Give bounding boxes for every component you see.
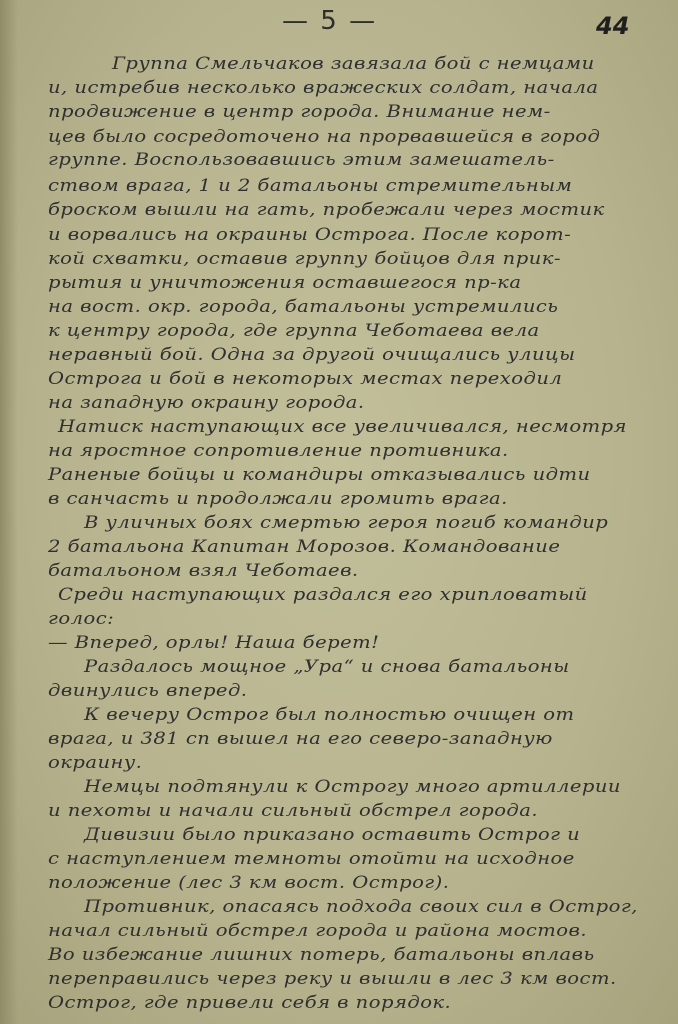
archive-sheet-number: 44	[596, 12, 630, 40]
page-number: — 5 —	[282, 6, 378, 36]
handwritten-line: Натиск наступающих все увеличивался, несмотря	[58, 417, 627, 437]
handwritten-line: Группа Смельчаков завязала бой с немцами	[112, 54, 595, 74]
handwritten-line: группе. Воспользовавшись этим замешатель-	[48, 150, 555, 170]
handwritten-line: рытия и уничтожения оставшегося пр-ка	[48, 273, 522, 293]
handwritten-line: В уличных боях смертью героя погиб командир	[84, 513, 609, 533]
handwritten-line: Дивизии было приказано оставить Острог и	[84, 825, 581, 845]
handwritten-line: кой схватки, оставив группу бойцов для прик-	[48, 249, 561, 269]
handwritten-line: броском вышли на гать, пробежали через мостик	[48, 200, 605, 220]
handwritten-line: врага, и 381 сп вышел на его северо-западную	[48, 729, 553, 749]
handwritten-line: Во избежание лишних потерь, батальоны вплавь	[48, 945, 595, 965]
handwritten-line: Раздалось мощное „Ура“ и снова батальоны	[84, 657, 570, 677]
handwritten-line: и, истребив несколько вражеских солдат, начала	[48, 78, 599, 98]
handwritten-line: Острога и бой в некоторых местах переходил	[48, 369, 563, 389]
handwritten-line: на вост. окр. города, батальоны устремились	[48, 297, 559, 317]
handwritten-line: в санчасть и продолжали громить врага.	[48, 489, 508, 509]
handwritten-line: неравный бой. Одна за другой очищались улицы	[48, 345, 576, 365]
handwritten-line: двинулись вперед.	[48, 681, 248, 701]
handwritten-line: и ворвались на окраины Острога. После корот-	[48, 225, 572, 245]
handwritten-line: на яростное сопротивление противника.	[48, 441, 509, 461]
handwritten-line: Острог, где привели себя в порядок.	[48, 993, 452, 1013]
handwritten-line: К вечеру Острог был полностью очищен от	[84, 705, 575, 725]
handwritten-line: Раненые бойцы и командиры отказывались идти	[48, 465, 591, 485]
handwritten-line: переправились через реку и вышли в лес 3 км вост.	[48, 969, 617, 989]
handwritten-line: 2 батальона Капитан Морозов. Командование	[48, 537, 561, 557]
handwritten-line: на западную окраину города.	[48, 393, 365, 413]
handwritten-line: продвижение в центр города. Внимание нем-	[48, 102, 551, 122]
handwritten-line: батальоном взял Чеботаев.	[48, 561, 359, 581]
handwritten-line: голос:	[48, 609, 115, 629]
handwritten-line: к центру города, где группа Чеботаева вела	[48, 321, 540, 341]
handwritten-line: Немцы подтянули к Острогу много артиллерии	[84, 777, 621, 797]
handwritten-line: — Вперед, орлы! Наша берет!	[48, 633, 380, 653]
handwritten-line: положение (лес 3 км вост. Острог).	[48, 873, 450, 893]
handwritten-line: Среди наступающих раздался его хрипловатый	[58, 585, 588, 605]
handwritten-line: с наступлением темноты отойти на исходное	[48, 849, 575, 869]
handwritten-line: начал сильный обстрел города и района мостов.	[48, 921, 588, 941]
handwritten-line: Противник, опасаясь подхода своих сил в Острог,	[84, 897, 638, 917]
handwritten-line: ством врага, 1 и 2 батальоны стремительным	[48, 176, 573, 196]
handwritten-line: цев было сосредоточено на прорвавшейся в город	[48, 127, 601, 147]
handwritten-line: окраину.	[48, 753, 143, 773]
handwritten-line: и пехоты и начали сильный обстрел города.	[48, 801, 539, 821]
